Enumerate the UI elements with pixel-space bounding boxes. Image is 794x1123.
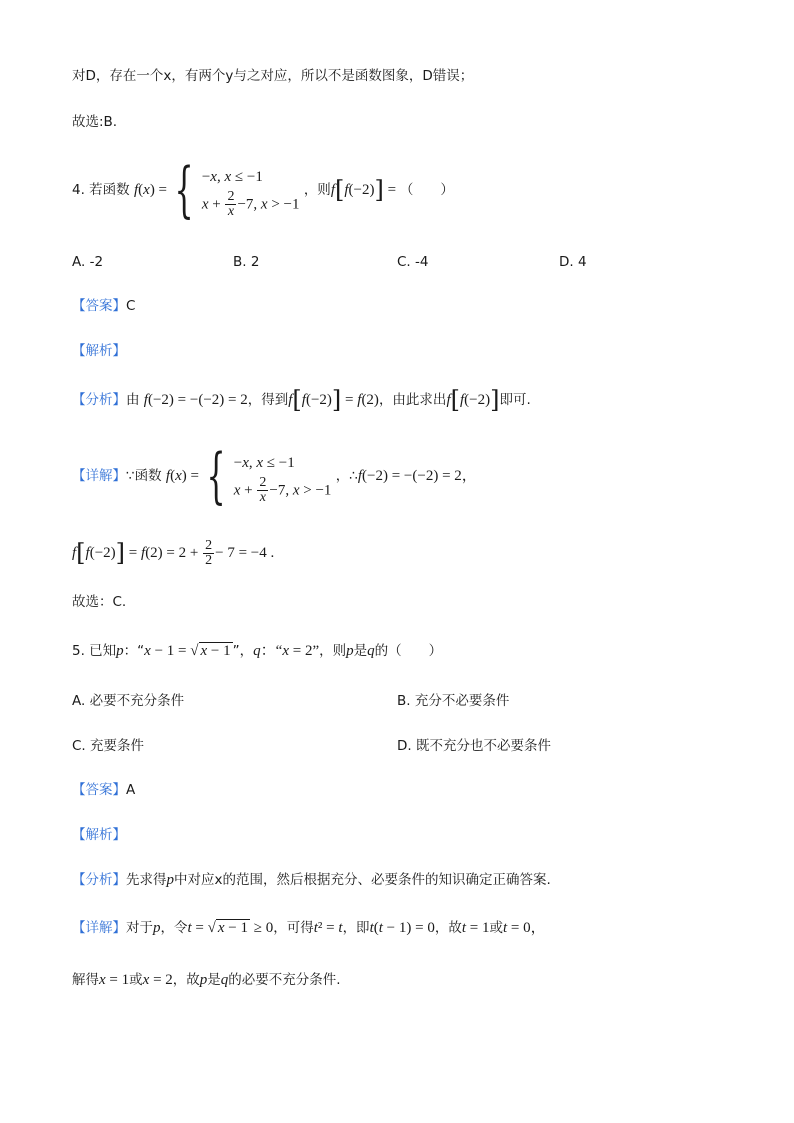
q5-xj-2: ，令 — [160, 920, 188, 936]
q4-answer-tag: 【答案】 — [72, 298, 126, 314]
q4-fenxi-line: 【分析】由 f(−2) = −(−2) = 2，得到f[f(−2)] = f(2)，由此求出f[f(−2)]即可. — [72, 386, 531, 414]
q5-option-d: D. 既不充分也不必要条件 — [397, 738, 551, 754]
q5-answer-line — [72, 780, 135, 800]
q5-fenxi-pre: 先求得 — [126, 872, 167, 888]
q4-select-line — [72, 592, 126, 612]
q5-xj-1: 对于 — [126, 920, 153, 936]
q4-option-b: B. 2 — [233, 254, 260, 270]
q5-option-c: C. 充要条件 — [72, 738, 145, 754]
q5-last-1: 解得 — [72, 972, 99, 988]
q4-fenxi-text-3: ，由此求出 — [378, 392, 447, 408]
q4-option-c: C. -4 — [397, 254, 429, 270]
d-analysis-text: 对D，存在一个x，有两个y与之对应，所以不是函数图象，D错误； — [72, 68, 474, 84]
q5-analysis-tag: 【解析】 — [72, 827, 126, 843]
q5-mid: ：“ — [123, 643, 145, 659]
q5-xiangjie-line: 【详解】对于p，令t = √ x − 1 ≥ 0，可得t² = t，即t(t − 1) = 0，故t = 1或t = 0， — [72, 920, 546, 936]
q4-statement: 4. 若函数 f(x) = { −x, x ≤ −1 x + $\frac{2}{x}$ −7, x > −1 ，则f[f(−2)] = （ ） — [72, 155, 454, 225]
q5-answer: A — [126, 782, 136, 798]
q5-prefix: 5. 已知 — [72, 643, 117, 659]
q4-fenxi-text-2: ，得到 — [247, 392, 289, 408]
q5-is: 是 — [353, 643, 368, 659]
q4-xiangjie-calc: f[f(−2)] = f(2) = 2 + $\frac{2}{2}$ − 7 = −4 . — [72, 537, 275, 568]
q5-xj-6: 或 — [489, 920, 503, 936]
q4-fenxi-text-1: 由 — [126, 392, 140, 408]
q5-tail: ，则 — [319, 643, 347, 659]
q5-q: ”， — [232, 643, 254, 659]
d-analysis-line — [72, 66, 473, 86]
q4-select-text: 故选：C. — [72, 594, 127, 610]
q5-option-a: A. 必要不充分条件 — [72, 693, 185, 709]
q5-option-b: B. 充分不必要条件 — [397, 693, 510, 709]
q4-option-a: A. -2 — [72, 254, 104, 270]
q4-analysis-line — [72, 341, 126, 361]
q4-xiangjie-text-2: ，∴ — [335, 468, 358, 484]
q4-xiangjie-line: 【详解】∵函数 f(x) = { −x, x ≤ −1 x + $\frac{2}{x}$ −7, x > −1 ，∴f(−2) = −(−2) = 2， — [72, 441, 477, 511]
q5-xj-5: ，故 — [434, 920, 462, 936]
q5-xj-4: ，即 — [342, 920, 370, 936]
q4-prefix: 4. 若函数 — [72, 182, 130, 198]
q4-piecewise: { −x, x ≤ −1 x + $\frac{2}{x}$ −7, x > −1 — [174, 155, 300, 225]
q3-select-line — [72, 112, 117, 132]
q5-statement: 5. 已知p：“x − 1 = √ x − 1 ”，q：“x = 2”，则p是q的（ ） — [72, 643, 443, 659]
q4-piecewise-2: { −x, x ≤ −1 x + $\frac{2}{x}$ −7, x > −1 — [206, 441, 332, 511]
q4-fenxi-text-4: 即可. — [499, 392, 531, 408]
q4-suffix: ，则 — [303, 182, 331, 198]
q4-paren: （ ） — [399, 182, 454, 198]
q5-last-4: 是 — [207, 972, 221, 988]
q5-fenxi-text: 中对应x的范围，然后根据充分、必要条件的知识确定正确答案. — [174, 872, 551, 888]
q4-option-d: D. 4 — [559, 254, 587, 270]
q5-last-line: 解得x = 1或x = 2，故p是q的必要不充分条件. — [72, 972, 341, 988]
q5-last-3: ，故 — [172, 972, 200, 988]
q4-xiangjie-tag: 【详解】 — [72, 468, 126, 484]
q5-xiangjie-tag: 【详解】 — [72, 920, 126, 936]
q5-answer-tag: 【答案】 — [72, 782, 126, 798]
q4-answer-line — [72, 296, 135, 316]
q5-last-2: 或 — [129, 972, 143, 988]
q4-xiangjie-text: ∵函数 — [126, 468, 162, 484]
q4-fenxi-tag: 【分析】 — [72, 392, 126, 408]
q5-fenxi-tag: 【分析】 — [72, 872, 126, 888]
q3-select-text: 故选:B. — [72, 114, 118, 130]
q5-fenxi-line: 【分析】先求得p中对应x的范围，然后根据充分、必要条件的知识确定正确答案. — [72, 872, 551, 888]
q5-xj-3: ，可得 — [273, 920, 314, 936]
q5-analysis-line — [72, 825, 126, 845]
q4-func: f — [133, 182, 139, 198]
q4-answer: C — [126, 298, 136, 314]
q5-of: 的（ ） — [374, 643, 443, 659]
q4-analysis-tag: 【解析】 — [72, 343, 126, 359]
q5-last-5: 的必要不充分条件. — [228, 972, 341, 988]
